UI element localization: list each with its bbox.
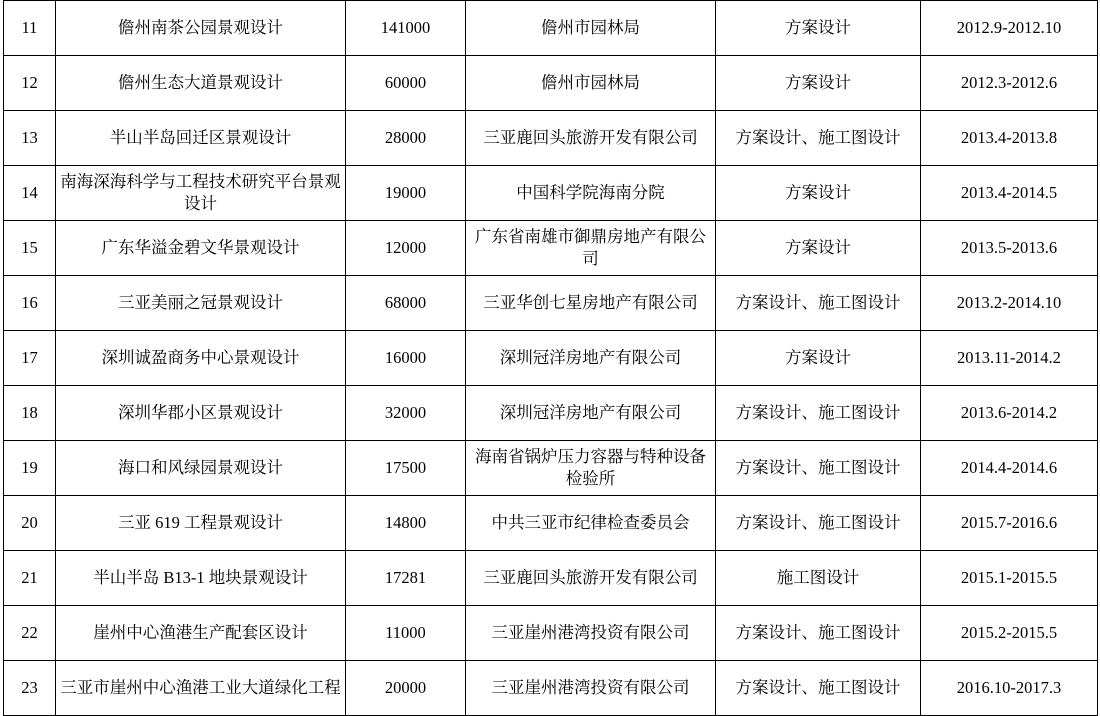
cell-scope: 方案设计、施工图设计 — [716, 496, 921, 551]
table-row — [4, 276, 1098, 331]
cell-owner: 深圳冠洋房地产有限公司 — [466, 386, 716, 441]
cell-area: 11000 — [346, 606, 466, 661]
cell-project-name: 崖州中心渔港生产配套区设计 — [56, 606, 346, 661]
cell-owner: 三亚鹿回头旅游开发有限公司 — [466, 111, 716, 166]
table-row — [4, 221, 1098, 276]
cell-area: 16000 — [346, 331, 466, 386]
table-row — [4, 111, 1098, 166]
cell-owner: 三亚崖州港湾投资有限公司 — [466, 661, 716, 716]
cell-area: 141000 — [346, 1, 466, 56]
table-row — [4, 331, 1098, 386]
table-row — [4, 551, 1098, 606]
cell-area: 28000 — [346, 111, 466, 166]
cell-date: 2013.5-2013.6 — [921, 221, 1098, 276]
table-row — [4, 496, 1098, 551]
cell-date: 2013.4-2014.5 — [921, 166, 1098, 221]
project-table — [3, 0, 1098, 716]
cell-project-name: 南海深海科学与工程技术研究平台景观设计 — [56, 166, 346, 221]
cell-date: 2013.2-2014.10 — [921, 276, 1098, 331]
cell-index: 18 — [4, 386, 56, 441]
cell-date: 2013.11-2014.2 — [921, 331, 1098, 386]
table-row — [4, 166, 1098, 221]
cell-date: 2016.10-2017.3 — [921, 661, 1098, 716]
cell-scope: 方案设计 — [716, 331, 921, 386]
cell-scope: 方案设计、施工图设计 — [716, 276, 921, 331]
cell-owner: 儋州市园林局 — [466, 56, 716, 111]
table-row — [4, 1, 1098, 56]
table-row — [4, 386, 1098, 441]
cell-index: 19 — [4, 441, 56, 496]
cell-owner: 中国科学院海南分院 — [466, 166, 716, 221]
cell-date: 2013.4-2013.8 — [921, 111, 1098, 166]
cell-owner: 三亚鹿回头旅游开发有限公司 — [466, 551, 716, 606]
cell-project-name: 三亚美丽之冠景观设计 — [56, 276, 346, 331]
cell-area: 60000 — [346, 56, 466, 111]
cell-project-name: 深圳诚盈商务中心景观设计 — [56, 331, 346, 386]
table-row — [4, 441, 1098, 496]
cell-owner: 广东省南雄市御鼎房地产有限公司 — [466, 221, 716, 276]
cell-date: 2015.1-2015.5 — [921, 551, 1098, 606]
cell-index: 17 — [4, 331, 56, 386]
cell-owner: 三亚华创七星房地产有限公司 — [466, 276, 716, 331]
cell-scope: 施工图设计 — [716, 551, 921, 606]
table-row — [4, 661, 1098, 716]
cell-scope: 方案设计、施工图设计 — [716, 441, 921, 496]
table-row — [4, 56, 1098, 111]
cell-index: 14 — [4, 166, 56, 221]
cell-scope: 方案设计 — [716, 221, 921, 276]
cell-owner: 儋州市园林局 — [466, 1, 716, 56]
cell-date: 2014.4-2014.6 — [921, 441, 1098, 496]
table-row — [4, 606, 1098, 661]
cell-area: 20000 — [346, 661, 466, 716]
cell-project-name: 三亚市崖州中心渔港工业大道绿化工程 — [56, 661, 346, 716]
cell-area: 32000 — [346, 386, 466, 441]
cell-project-name: 三亚 619 工程景观设计 — [56, 496, 346, 551]
cell-scope: 方案设计、施工图设计 — [716, 661, 921, 716]
cell-area: 17281 — [346, 551, 466, 606]
cell-scope: 方案设计 — [716, 56, 921, 111]
cell-scope: 方案设计、施工图设计 — [716, 606, 921, 661]
cell-index: 11 — [4, 1, 56, 56]
cell-index: 13 — [4, 111, 56, 166]
cell-scope: 方案设计、施工图设计 — [716, 111, 921, 166]
cell-project-name: 海口和风绿园景观设计 — [56, 441, 346, 496]
cell-area: 19000 — [346, 166, 466, 221]
cell-project-name: 儋州南茶公园景观设计 — [56, 1, 346, 56]
cell-index: 21 — [4, 551, 56, 606]
cell-index: 22 — [4, 606, 56, 661]
cell-area: 12000 — [346, 221, 466, 276]
cell-index: 16 — [4, 276, 56, 331]
cell-scope: 方案设计 — [716, 166, 921, 221]
cell-scope: 方案设计 — [716, 1, 921, 56]
cell-date: 2015.2-2015.5 — [921, 606, 1098, 661]
cell-area: 68000 — [346, 276, 466, 331]
cell-owner: 深圳冠洋房地产有限公司 — [466, 331, 716, 386]
cell-date: 2012.9-2012.10 — [921, 1, 1098, 56]
cell-index: 15 — [4, 221, 56, 276]
cell-area: 14800 — [346, 496, 466, 551]
cell-date: 2013.6-2014.2 — [921, 386, 1098, 441]
cell-date: 2012.3-2012.6 — [921, 56, 1098, 111]
cell-scope: 方案设计、施工图设计 — [716, 386, 921, 441]
cell-owner: 海南省锅炉压力容器与特种设备检验所 — [466, 441, 716, 496]
cell-date: 2015.7-2016.6 — [921, 496, 1098, 551]
cell-project-name: 半山半岛 B13-1 地块景观设计 — [56, 551, 346, 606]
cell-project-name: 半山半岛回迁区景观设计 — [56, 111, 346, 166]
cell-index: 12 — [4, 56, 56, 111]
cell-index: 20 — [4, 496, 56, 551]
cell-area: 17500 — [346, 441, 466, 496]
cell-index: 23 — [4, 661, 56, 716]
cell-owner: 中共三亚市纪律检查委员会 — [466, 496, 716, 551]
cell-owner: 三亚崖州港湾投资有限公司 — [466, 606, 716, 661]
table-body — [4, 1, 1098, 716]
cell-project-name: 深圳华郡小区景观设计 — [56, 386, 346, 441]
cell-project-name: 儋州生态大道景观设计 — [56, 56, 346, 111]
cell-project-name: 广东华溢金碧文华景观设计 — [56, 221, 346, 276]
